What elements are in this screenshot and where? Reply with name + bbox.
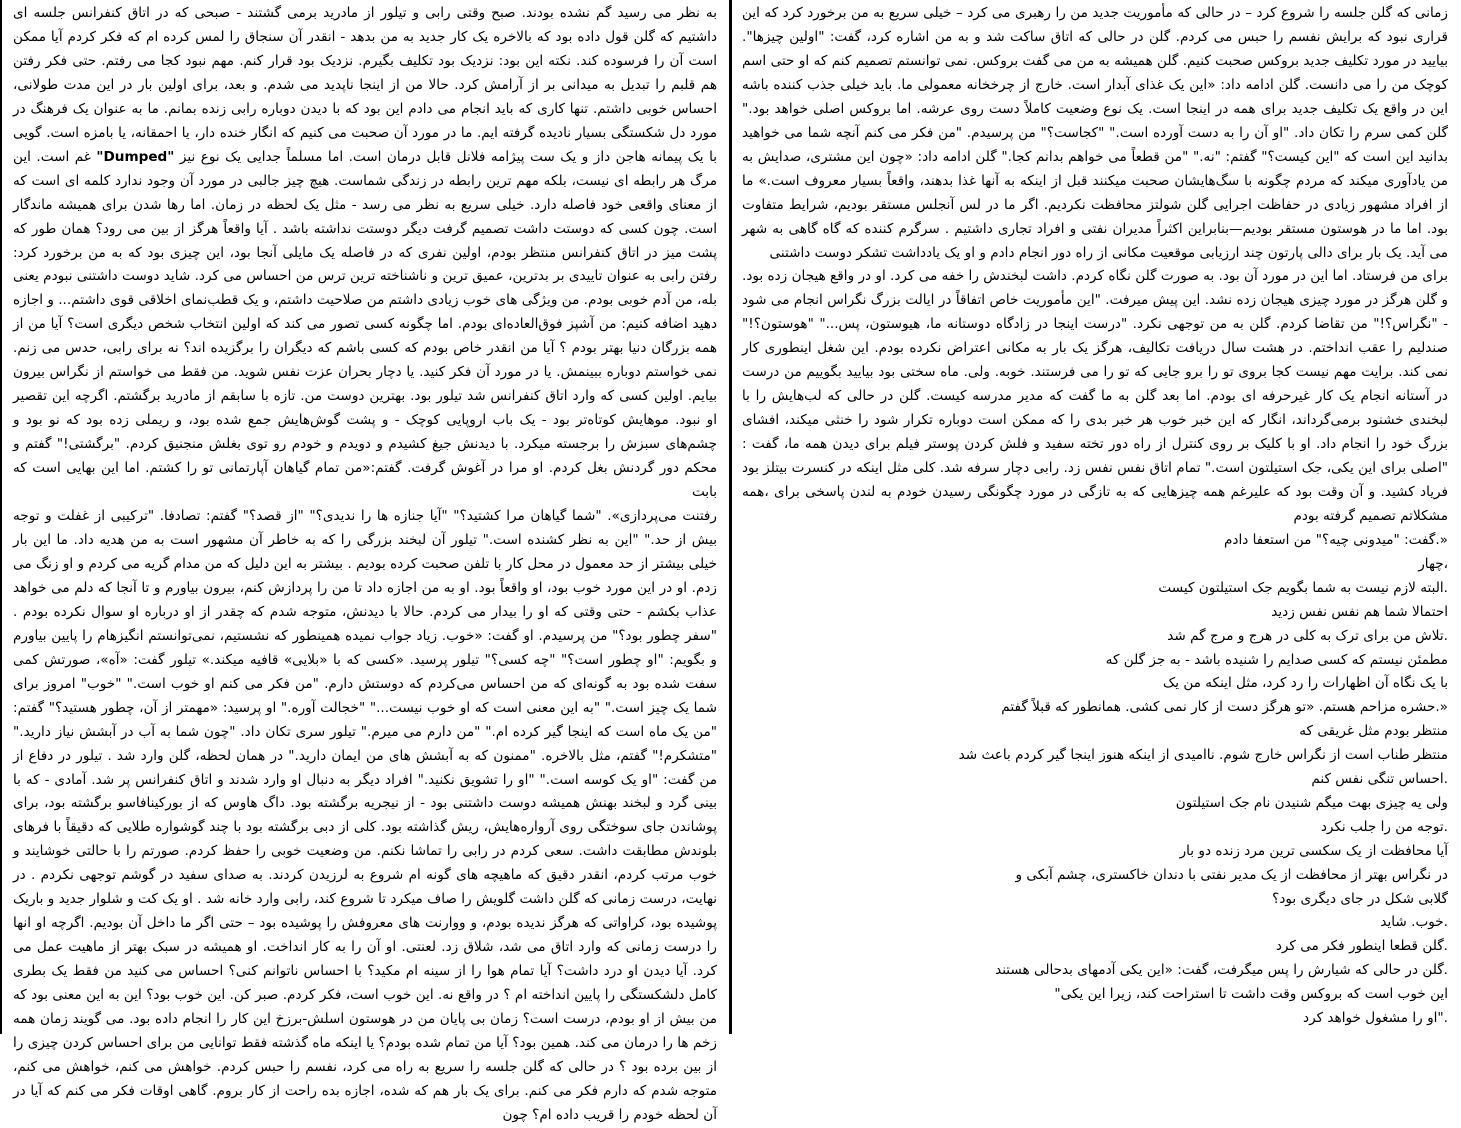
text-line: .گلن قطعا اینطور فکر می کرد [1275,938,1448,955]
text-line: منتظر بودم مثل غریقی که [1299,723,1448,740]
text-line: .توجه من را جلب نکرد [1320,818,1448,835]
left-paragraph-1: به نظر می رسید گم نشده بودند. صبح وقتی رابی و تیلور از مادرید برمی گشتند - صبحی که در اتاق کنفرانس جلسه ای داشتیم که گلن قول داده بود که بالاخره یک کار جدید به من بدهد - انقدر آن سنجاق را لمس کرده ام که فکر کردم آیا ممکن است آن را فرسوده کند. نکته این بود: نزدیک بود تکلیف بگیرم. نزدیک بود قرار کنم. مهم نبود کجا می رفتم. حتی فکر رفتن هم قلبم را تبدیل به میدانی بر از آرامش کرد. حالا من از اینجا ناپدید می شدم. و بعد، برای اولین بار در این مدت طولانی، احساس خوبی داشتم. تنها کاری که باید انجام می دادم این بود که با دیدن دوباره رابی زنده بمانم. ما به عنوان یک فرهنگ در مورد دل شکستگی بسیار نادیده گرفته ایم. ما در مورد آن صحبت می کنیم که انگار خنده دار، یا احمقانه، یا بامزه است. گویی با یک پیمانه هاجن داز و یک ست پیژامه فلانل قابل درمان است. اما مسلماً جدایی یک نوع نیز "Dumped" غم است. این مرگ هر رابطه ای نیست، بلکه مهم ترین رابطه در زندگی شماست. هیچ چیز جالبی در مورد آن وجود ندارد کلمه ای است که از معنای واقعی خود فاصله دارد. خیلی سریع به نظر می رسد - مثل یک لحظه در زمان. اما رها شدن برای همیشه ماندگار است. چون کسی که دوستت داشت تصمیم گرفت دیگر دوستت نداشته باشد . آیا واقعاً هرگز از بین می رود؟ همان طور که پشت میز در اتاق کنفرانس منتظر بودم، اولین نفری که در فاصله یک مایلی آنجا بود، این چیزی بود که به من برخورد کرد: رفتن رابی به عنوان تاییدی بر بدترین، عمیق ترین و ناشناخته ترین ترس من احساس می کرد. شاید دوست داشتنی نبودم یعنی بله، من آدم خوبی بودم. من ویژگی های خوب زیادی داشتم من صلاحیت داشتم، و یک قطب‌نمای اخلاقی قوی داشتم... و اجازه دهید اضافه کنیم: من آشپز فوق‌العاده‌ای بودم. اما چگونه کسی تصور می کند که اولین انتخاب شخص دیگری است؟ آیا من از همه بزرگان دنیا بهتر بودم ؟ آیا من انقدر خاص بودم که کسی باشم که دیگران را برگزیده اند؟ نه برای رابی، حدس می زنم. نمی خواستم دوباره ببینمش. یا در مورد آن فکر کنید. یا دچار بحران عزت نفس شوید. من فقط می خواستم از نگراس بیرون بیایم. اولین کسی که وارد اتاق کنفرانس شد تیلور بود. بهترین دوست من. تازه با سابقم از مادرید برگشتم. اگرچه این تقصیر او نبود. موهایش کوتاه‌تر بود - یک باب اروپایی کوچک - و پشت گوش‌هایش جمع شده بود، و ریملی زده بود که نو بود و چشم‌های سبزش را برجسته میکرد. با دیدنش جیغ کشیدم و دویدم و خودم رو توی بغلش منجنیق کردم. "برگشتی!" گفتم و محکم دور گردنش بغل کردم. او مرا در آغوش گرفت. گفتم:«من تمام گیاهان آپارتمانی تو را کشتم. اما این بهایی است که بابت [13,5,718,501]
right-short-lines [742,529,1448,1031]
right-text-column [732,0,1461,1034]
text-line: گلابی شکل در جای دیگری بود؟ [1272,890,1448,907]
text-line: منتظر طناب است از نگراس خارج شوم. ناامیدی از اینکه هنوز اینجا گیر کردم باعث شد [958,747,1448,764]
text-line: مطمئن نیستم که کسی صدایم را شنیده باشد - به جز گلن که [1105,651,1448,668]
right-paragraph-2: برای من فرستاد. اما این در مورد آن بود. به صورت گلن نگاه کردم. داشت لبخندش را خفه می کرد. او در واقع هیجان زده بود. و گلن هرگز در مورد چیزی هیجان زده نشد. این پیش میرفت. "این مأموریت خاص اتفاقاً در ایالت بزرگ نگراس انجام می شود - "نگراس؟!" من تقاضا کردم. گلن به من توجهی نکرد. "درست اینجا در زادگاه دوستانه ما، هیوستون، پس..." "هوستون؟!" صندلیم را عقب انداختم. در هشت سال دریافت تکالیف، هرگز یک بار به مکانی اعتراض نکرده بودم. این شغل اینطوری کار نمی کند. برایت مهم نیست کجا بروی تو را برو جایی که تو را می فرستند. خوبه. ولی. ماه سختی بود بیایید بگوییم من درست در آستانه انجام یک کار غیرحرفه ای بودم. اما بعد گلن به ما گفت که مدیر مدرسه کیست. گلن در حالی که لب‌هایش را با لبخندی خشنود برمی‌گرداند، انگار که این خبر خوب هر خبر بدی را که ممکن است دوباره تکرار شود را خنثی میکند، افشای بزرگ خود را انجام داد. او با کلیک بر روی کنترل از راه دور تخته سفید و فلش کردن پوستر فیلم برای دیدن همه ما، گفت : "اصلی برای این یکی، جک استیلتون است." تمام اتاق نفس نفس زد. رابی دچار سرفه شد. کلی مثل اینکه در کنسرت بیتلز بود فریاد کشید. و آن وقت بود که علیرغم همه چیزهایی که به تازگی در مورد چگونگی رسیدن خودم به لندن پاسخی برای ،همه مشکلاتم تصمیم گرفته بودم [742,268,1448,525]
left-paragraph-2: رفتنت می‌پردازی». "شما گیاهان مرا کشتید؟" "آیا جنازه ها را ندیدی؟" "از قصد؟" گفتم: تصادفا. "ترکیبی از غفلت و توجه بیش از حد." "این به نظر کشنده است." تیلور آن لبخند بزرگی را که به خاطر آن مشهور است به من هدیه داد. ما این بار خیلی بیشتر از حد معمول در محل کار با تلفن صحبت کرده بودیم . بیشتر به این دلیل که من مدام گریه می کردم و او زنگ می زدم. او در این مورد خوب بود، او واقعاً بود. او به من اجازه داد تا من را پردازش کنم، بیرون بیاورم و تا آنجا که دلم می خواهد عذاب بکشم - حتی وقتی که او را بیدار می کردم. حالا با دیدنش، متوجه شدم که چقدر از او درباره او سوال نکرده بودم . "سفر چطور بود؟" من پرسیدم. او گفت: «خوب. زیاد جواب نمیده همینطور که نشستیم، نمی‌توانستم انگیزهام را پایین بیاورم و بگویم: "او چطور است؟" "چه کسی؟" تیلور پرسید. «کسی که با «بلایی» قافیه میکند.» تیلور گفت: «آه»، صورتش کمی سفت شده بود به گونه‌ای که من احساس می‌کردم که دوستش دارم. "من فکر می کنم او خوب است." "خوب" امروز برای شما یک چیز است." "به این معنی است که او خوب نیست..." "خجالت آوره." او پرسید: «مهمتر از آن، چطور هستید؟" گفتم: "من یک ماه است که اینجا گیر کرده ام." "من دارم می میرم." تیلور سری تکان داد. "چون شما به آب در آبشش نیاز دارید." "متشکرم!" گفتم، مثل بالاخره. "ممنون که به آبشش های من ایمان دارید." در همان لحظه، گلن وارد شد . تیلور در دفاع از من گفت: "او یک کوسه است." "او را تشویق نکنید." افراد دیگر به دنبال او وارد شدند و اتاق کنفرانس پر شد. آمادی - که با بینی گرد و لبخند بهنش همیشه دوست داشتنی بود - از نیجریه برگشته بود. داگ هاوس که از بورکینافاسو برگشته بود، برای پوشاندن جای سوختگی روی آرواره‌هایش، ریش گذاشته بود. کلی از دبی برگشته بود با چند گوشواره طلایی که دقیقاً با فرهای بلوندش مطابقت داشت. سعی کردم در رابی را تماشا نکنم. من وضعیت خوبی را حفظ کردم. صورتم را با حالتی خوشایند و خوب مرتب کردم، انقدر دقیق که ماهیچه های گونه ام شروع به لرزیدن کردند. به صدای سفید در گوشم توجهی نکردم . در نهایت، درست زمانی که گلن داشت گلویش را صاف میکرد تا شروع کند، رابی وارد خانه شد . او یک کت و شلوار جدید و باریک پوشیده بود، کراواتی که هرگز ندیده بودم، و ووارنت های معروفش را پوشیده بود – حتی اگر ما داخل آن بودیم. اگرچه او انها را درست زمانی که وارد اتاق می شد، شلاق زد. لعنتی. او آن را به کار انداخت. او همیشه در سبک بهتر از ماهیت عمل می کرد. آیا دیدن او درد داشت؟ آیا تمام هوا را از سینه ام مکید؟ با احساس ناتوانم کنی؟ احساس می کنید من فقط یک بطری کامل دلشکستگی را پایین انداخته ام ؟ در واقع نه. این خوب است، فکر کردم. صبر کن. این خوب بود؟ این به این معنی بود که من بیش از او بودم، درست است؟ زمان بی پایان من در هوستون اسلش-برزخ این کار را انجام داده بود. می گویند زمان همه زخم ها را درمان می کند. همین بود؟ آیا من تمام شده بودم؟ یا اینکه ماه گذشته فقط توانایی من برای احساس کردن چیزی را از بین برده بود ؟ در حالی که گلن جلسه را سریع به راه می کرد، نفسم را حبس کردم. خواهش می کنم، خواهش می کنم، متوجه شدم که دارم فکر می کنم. برای یک بار هم که شده، اجازه بده راحت از کار بروم. گاهی اوقات فکر می کنم که آیا در آن لحظه خودم را قریب داده ام؟ چون [13,508,717,1123]
bold-word-dumped: "Dumped" [96,148,175,165]
right-paragraph-1: زمانی که گلن جلسه را شروع کرد – در حالی که مأموریت جدید من را رهبری می کرد – خیلی سریع به من برخورد کرد که این قراری نبود که برایش نفسم را حبس می کردم. گلن در حالی که اتاق ساکت شد و به من اشاره کرد، گفت: "اولین چیزها". بیایید در مورد تکلیف جدید بروکس صحبت کنیم. گلن همیشه به من می گفت بروکس. نمی توانستم تصمیم کنم که او حتی اسم کوچک من را می دانست. گلن ادامه داد: «این یک غذای آبدار است. خارج از چرخخانه معمولی ما. باید خیلی جذب کننده باشه این در واقع یک تکلیف جدید برای همه در اینجا است. یک نوع وضعیت کاملاً دست روی عرشه. اما بروکس اصلی خواهد بود." گلن کمی سرم را تکان داد. "او آن را به دست آورده است." "کجاست؟" من پرسیدم. "من فکر می کنم آنچه شما می خواهید بدانید این است که "این کیست؟" گفتم: "نه." "من قطعاً می خواهم بدانم کجا." گلن ادامه داد: «چون این مشتری، صدایش به من یادآوری میکند که مردم چگونه با سگ‌هایشان صحبت میکنند قبل از اینکه به آنها غذا بدهند، واقعاً بسیار معروف است.» ما از افراد مشهور زیادی در حفاظت اجرایی گلن شولتز محافظت نکردیم. اگر ما در لس آنجلس مستقر بودیم، شرایط متفاوت بود. اما ما در هوستون مستقر بودیم—بنابراین اکثراً مدیران نفتی و افراد تجاری داشتیم . سرگرم کننده که گاه گاهی به شهر می آید. یک بار برای دالی پارتون چند ارزیابی موقعیت مکانی از راه دور انجام دادم و او یک یادداشت تشکر دوست داشتنی [742,5,1448,261]
text-line: .گلن در حالی که شیارش را پس میگرفت، گفت: «این یکی آدمهای بدحالی هستند [995,962,1448,979]
text-line: .خوب. شاید [1380,914,1448,931]
text-line: «.حشره مزاحم هستم. «تو هرگز دست از کار نمی کشی. همانطور که قبلاً گفتم [1001,699,1448,716]
text-line: ولی یه چیزی بهت میگم شنیدن نام جک استیلتون [1175,794,1448,811]
text-line: .احساس تنگی نفس کنم [1311,771,1448,788]
text-line: .تلاش من برای ترک به کلی در هرج و مرج گم شد [1167,627,1448,644]
text-line: ،چهار [1418,555,1448,572]
text-line: احتمالا شما هم نفس نفس زدید [1271,603,1448,620]
text-line: با یک نگاه آن اظهارات را رد کرد، مثل اینکه من یک [1163,675,1448,692]
text-line: «.گفت: "میدونی چیه؟" من استعفا دادم [1223,531,1448,548]
text-line: آیا محافظت از یک سکسی ترین مرد زنده دو بار [1179,842,1448,859]
text-line: ."او را مشغول خواهد کرد [1303,1010,1448,1027]
left-text-column [0,0,730,1123]
text-line: این خوب است که بروکس وقت داشت تا استراحت کند، زیرا این یکی" [1054,986,1448,1003]
text-line: در نگراس بهتر از محافظت از یک مدیر نفتی با دندان خاکستری، چشم آبکی و [1015,866,1448,883]
text-line: .البته لازم نیست به شما بگویم جک استیلتون کیست [1158,579,1448,596]
